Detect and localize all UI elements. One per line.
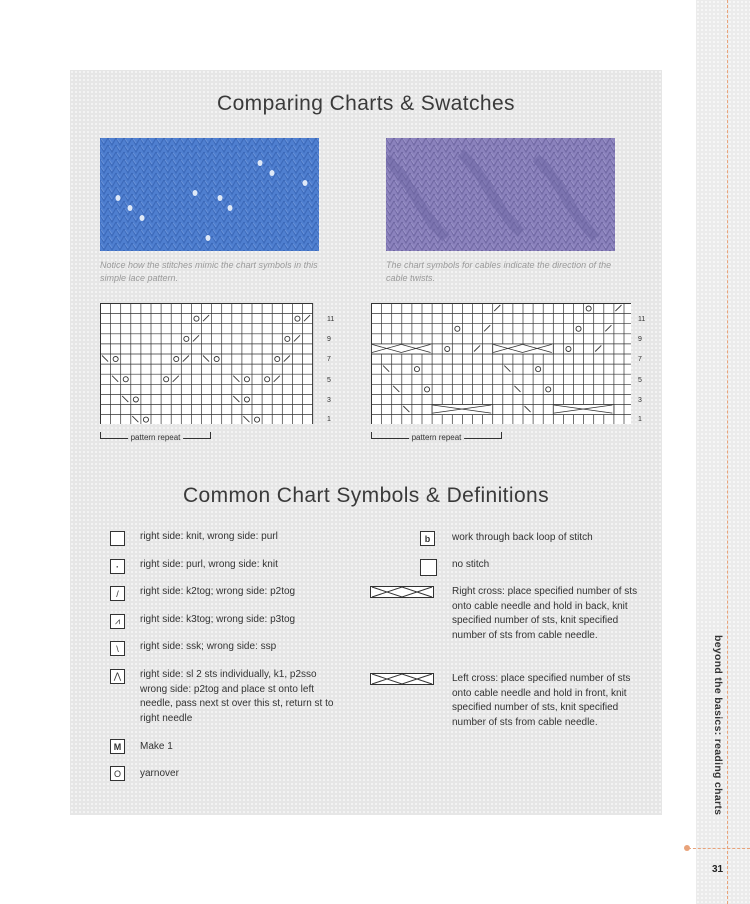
lace-caption: Notice how the stitches mimic the chart symbols in this simple lace pattern. [100, 260, 318, 283]
running-head: beyond the basics: reading charts [712, 635, 724, 816]
cable-row-1: 1 [638, 416, 642, 423]
lace-chart [100, 303, 320, 424]
legend-left-cross: Left cross: place specified number of sts onto cable needle and hold in front, knit specified number of sts, knit specified number of sts from cable needle. [452, 673, 631, 728]
cable-chart [371, 303, 631, 424]
legend-title: Common Chart Symbols & Definitions [182, 484, 550, 507]
lace-repeat-label: pattern repeat [128, 433, 184, 442]
cable-repeat-bracket [371, 432, 502, 442]
legend-purl-knit: right side: purl, wrong side: knit [140, 559, 278, 570]
horizontal-dashed-rule [688, 848, 750, 849]
lace-repeat-bracket [100, 432, 211, 442]
cable-repeat-label: pattern repeat [409, 433, 465, 442]
sl2-k1-p2sso-icon: ⋀ [110, 669, 125, 684]
right-cross-icon [370, 586, 434, 598]
vertical-dashed-rule [727, 0, 728, 904]
lace-row-1: 1 [327, 416, 331, 423]
k3tog-icon: ⩘ [110, 614, 125, 629]
legend-knit-purl: right side: knit, wrong side: purl [140, 531, 278, 542]
legend-k3tog: right side: k3tog; wrong side: p3tog [140, 614, 296, 625]
rule-dot [684, 845, 690, 851]
legend-make1: Make 1 [140, 741, 173, 752]
blank-square-icon [110, 531, 125, 546]
lace-row-5: 5 [327, 377, 331, 384]
yarnover-icon: O [110, 766, 125, 781]
lace-row-9: 9 [327, 336, 331, 343]
cable-row-7: 7 [638, 356, 642, 363]
cable-row-9: 9 [638, 336, 642, 343]
cable-caption: The chart symbols for cables indicate the direction of the cable twists. [386, 260, 612, 283]
page-number: 31 [712, 864, 724, 875]
legend-yarnover: yarnover [140, 768, 179, 779]
lace-swatch-photo [100, 138, 319, 251]
dot-icon: · [110, 559, 125, 574]
legend-back-loop: work through back loop of stitch [452, 532, 593, 543]
legend-right-cross: Right cross: place specified number of sts onto cable needle and hold in back, knit specified number of sts, knit specified number of sts from cable needle. [452, 586, 638, 641]
section-title: Comparing Charts & Swatches [217, 92, 515, 115]
legend-k2tog: right side: k2tog; wrong side: p2tog [140, 586, 296, 597]
cable-row-11: 11 [638, 316, 646, 323]
no-stitch-icon [420, 559, 437, 576]
legend-sl2-k1-p2sso: right side: sl 2 sts individually, k1, p2sso wrong side: p2tog and place st onto left needle, pass next st over this st, return st to right needle [140, 669, 334, 724]
left-cross-icon [370, 673, 434, 685]
lace-row-11: 11 [327, 316, 335, 323]
make1-icon: M [110, 739, 125, 754]
legend-no-stitch: no stitch [452, 559, 490, 570]
cable-row-3: 3 [638, 397, 642, 404]
k2tog-icon: / [110, 586, 125, 601]
cable-row-5: 5 [638, 377, 642, 384]
back-loop-icon: b [420, 531, 435, 546]
lace-row-7: 7 [327, 356, 331, 363]
lace-row-3: 3 [327, 397, 331, 404]
legend-ssk: right side: ssk; wrong side: ssp [140, 641, 277, 652]
cable-swatch-photo [386, 138, 615, 251]
ssk-icon: \ [110, 641, 125, 656]
